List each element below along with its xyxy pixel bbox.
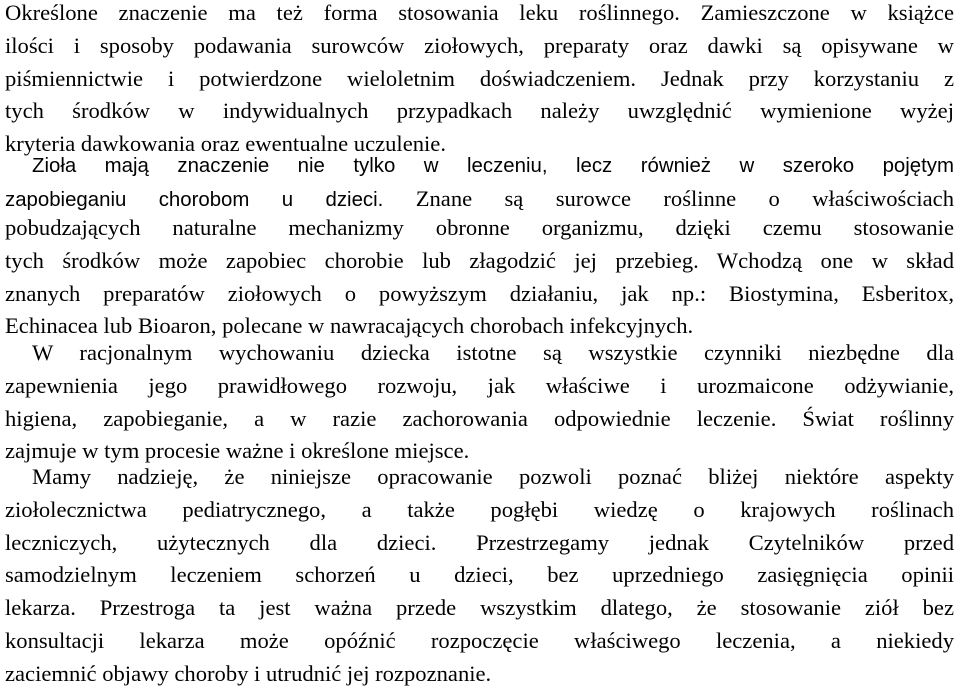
text-line: pobudzających naturalne mechanizmy obronne organizmu, dzięki czemu stosowanie — [5, 215, 954, 240]
text-line: Mamy nadzieję, że niniejsze opracowanie pozwoli poznać bliżej niektóre aspekty — [32, 464, 954, 489]
text-line: ilości i sposoby podawania surowców ziołowych, preparaty oraz dawki są opisywane w — [5, 32, 954, 58]
text-line: Określone znaczenie ma też forma stosowania leku roślinnego. Zamieszczone w książce — [5, 0, 954, 25]
text-line: zapewnienia jego prawidłowego rozwoju, jak właściwe i urozmaicone odżywianie, — [5, 372, 954, 398]
text-line: Echinacea lub Bioaron, polecane w nawracających chorobach infekcyjnych. — [5, 313, 694, 339]
text-segment: zapobieganiu chorobom u dzieci. — [5, 189, 384, 211]
text-line: kryteria dawkowania oraz ewentualne uczulenie. — [5, 131, 446, 157]
text-line: lekarza. Przestroga ta jest ważna przede wszystkim dlatego, że stosowanie ziół bez — [5, 595, 954, 621]
text-line: tych środków może zapobiec chorobie lub złagodzić jej przebieg. Wchodzą one w skład — [5, 247, 954, 273]
text-segment: Znane są surowce roślinne o właściwościach — [383, 186, 954, 211]
paragraph-2-continued — [5, 212, 954, 343]
paragraph-1 — [5, 0, 954, 161]
text-line: W racjonalnym wychowaniu dziecka istotne są wszystkie czynniki niezbędne dla — [32, 340, 954, 365]
text-line: zajmuje w tym procesie ważne i określone miejsce. — [5, 438, 470, 464]
text-line: zaciemnić objawy choroby i utrudnić jej rozpoznanie. — [5, 660, 492, 686]
paragraph-2 — [5, 150, 954, 218]
text-line: Zioła mają znaczenie nie tylko w leczeniu, lecz również w szeroko pojętym — [32, 155, 954, 177]
paragraph-3 — [5, 337, 954, 468]
text-line: samodzielnym leczeniem schorzeń u dzieci, bez uprzedniego zasięgnięcia opinii — [5, 562, 954, 588]
text-line: tych środków w indywidualnych przypadkach należy uwzględnić wymienione wyżej — [5, 98, 954, 124]
text-line: leczniczych, użytecznych dla dzieci. Przestrzegamy jednak Czytelników przed — [5, 529, 954, 555]
paragraph-4 — [5, 461, 954, 691]
text-line: piśmiennictwie i potwierdzone wieloletnim doświadczeniem. Jednak przy korzystaniu z — [5, 65, 954, 91]
text-line: znanych preparatów ziołowych o powyższym działaniu, jak np.: Biostymina, Esberitox, — [5, 280, 954, 306]
text-line: konsultacji lekarza może opóźnić rozpoczęcie właściwego leczenia, a niekiedy — [5, 627, 954, 653]
text-line: higiena, zapobieganie, a w razie zachorowania odpowiednie leczenie. Świat roślinny — [5, 405, 954, 431]
text-line: ziołolecznictwa pediatrycznego, a także pogłębi wiedzę o krajowych roślinach — [5, 496, 954, 522]
